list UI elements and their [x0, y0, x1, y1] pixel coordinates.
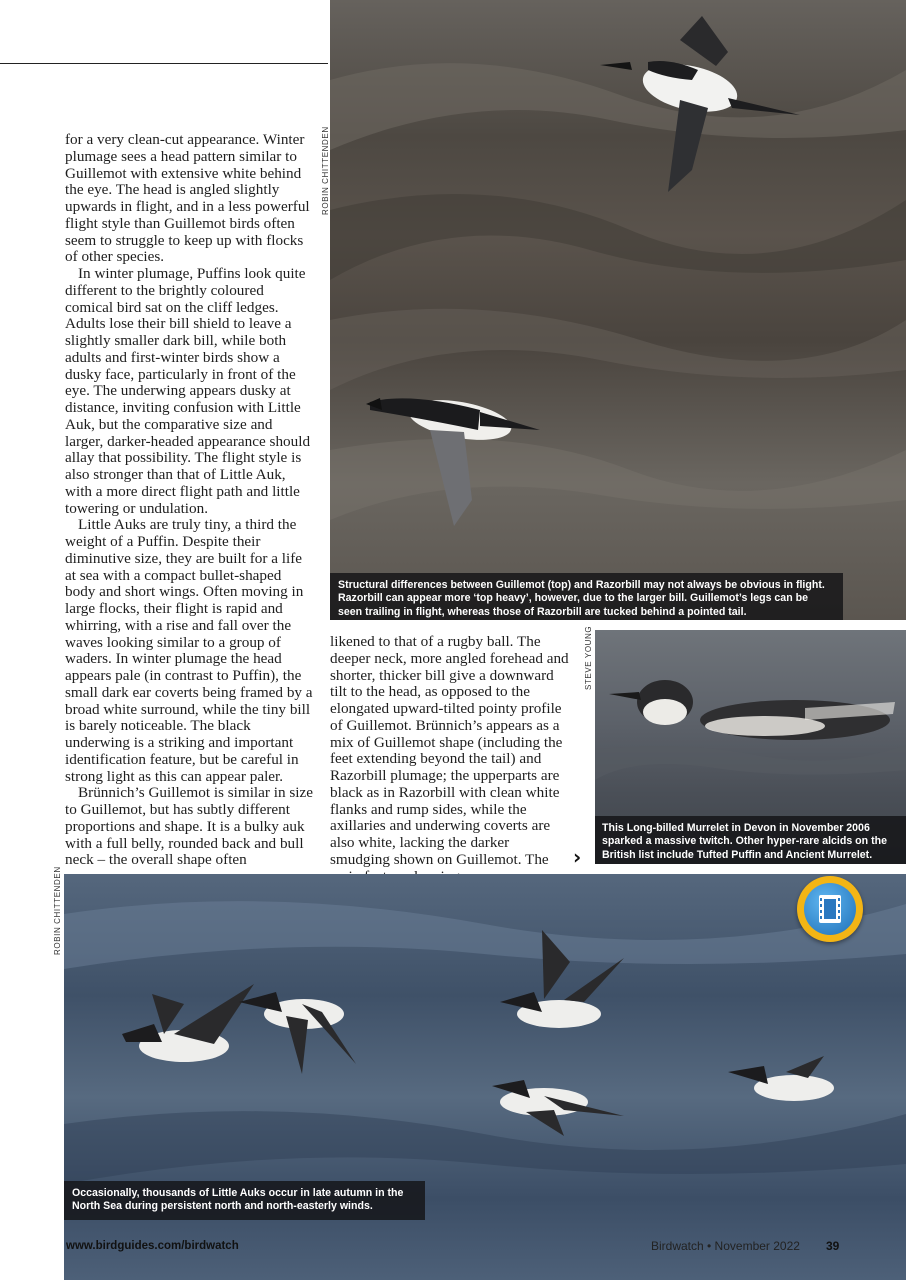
- little-auk-bird: [728, 1056, 834, 1101]
- footer-url-link[interactable]: www.birdguides.com/birdwatch: [66, 1240, 239, 1252]
- paragraph: for a very clean-cut appearance. Winter plumage sees a head pattern similar to Guillemot with extensive white behind the eye. The head is angled slightly upwards in flight, and in a less powerful flight style than Guillemot birds often seem to struggle to keep up with flocks of other species.: [65, 131, 310, 266]
- murrelet-bird: [609, 680, 895, 740]
- photo-credit: ROBIN CHITTENDEN: [53, 866, 62, 955]
- paragraph: In winter plumage, Puffins look quite different to the brightly coloured comical bird sat on the cliff ledges. Adults lose their bill shield to leave a slightly smaller dark bill, while both adults and first-winter birds show a dusky face, particularly in front of the eye. The underwing appears dusky at distance, inviting confusion with Little Auk, but the comparative size and larger, darker-headed appearance should allay that possibility. The flight style is also stronger than that of Little Auk, with a more direct flight path and little towering or undulation.: [65, 265, 311, 517]
- continue-arrow-icon: ›: [573, 845, 582, 869]
- paragraph: Little Auks are truly tiny, a third the weight of a Puffin. Despite their diminutive size, they are built for a life at sea with a compact bullet-shaped body and short wings. Often moving in large flocks, their flight is rapid and whirring, with a rise and fall over the waves looking similar to a group of waders. In winter plumage the head appears pale (in contrast to Puffin), the small dark ear coverts being framed by a broad white surround, while the tiny bill is barely noticeable. The black underwing is a striking and important identification feature, but be careful in strong light as this can appear paler.: [65, 516, 313, 785]
- paragraph: Brünnich’s Guillemot is similar in size to Guillemot, but has subtly different proportions and shape. It is a bulky auk with a full belly, rounded back and bull neck – the overall shape often: [65, 784, 313, 869]
- little-auk-bird: [239, 992, 356, 1074]
- body-column-middle: [330, 634, 570, 885]
- little-auk-bird: [122, 984, 254, 1062]
- video-link-button[interactable]: [797, 876, 863, 942]
- body-column-left: [65, 132, 313, 869]
- little-auk-bird: [492, 1080, 624, 1136]
- photo-credit: ROBIN CHITTENDEN: [321, 126, 330, 215]
- film-strip-icon: [804, 883, 856, 935]
- photo-caption: This Long-billed Murrelet in Devon in November 2006 sparked a massive twitch. Other hyper-rare alcids on the British list include Tufted Puffin and Ancient Murrelet.: [595, 816, 906, 864]
- page-number: 39: [826, 1239, 840, 1253]
- photo-guillemot-razorbill: [330, 0, 906, 620]
- header-rule: [0, 63, 328, 64]
- photo-caption: Occasionally, thousands of Little Auks occur in late autumn in the North Sea during persistent north and north-easterly winds.: [64, 1181, 425, 1220]
- photo-caption: Structural differences between Guillemot (top) and Razorbill may not always be obvious in flight. Razorbill can appear more ‘top heavy’, however, due to the larger bill. Guillemot’s legs can be seen trailing in flight, whereas those of Razorbill are tucked behind a pointed tail.: [330, 573, 843, 620]
- photo-credit: STEVE YOUNG: [584, 625, 593, 690]
- sea-waves-illustration: [330, 0, 906, 620]
- footer-issue: Birdwatch • November 2022: [651, 1239, 800, 1253]
- paragraph: likened to that of a rugby ball. The deeper neck, more angled forehead and shorter, thicker bill give a downward tilt to the head, as opposed to the elongated upward-tilted pointy profile of Guillemot. Brünnich’s appears as a mix of Guillemot shape (including the feet extending beyond the tail) and Razorbill plumage; the upperparts are black as in Razorbill with clean white flanks and rump sides, while the axillaries and underwing coverts are also white, lacking the darker smudging shown on Guillemot. The: [330, 633, 569, 868]
